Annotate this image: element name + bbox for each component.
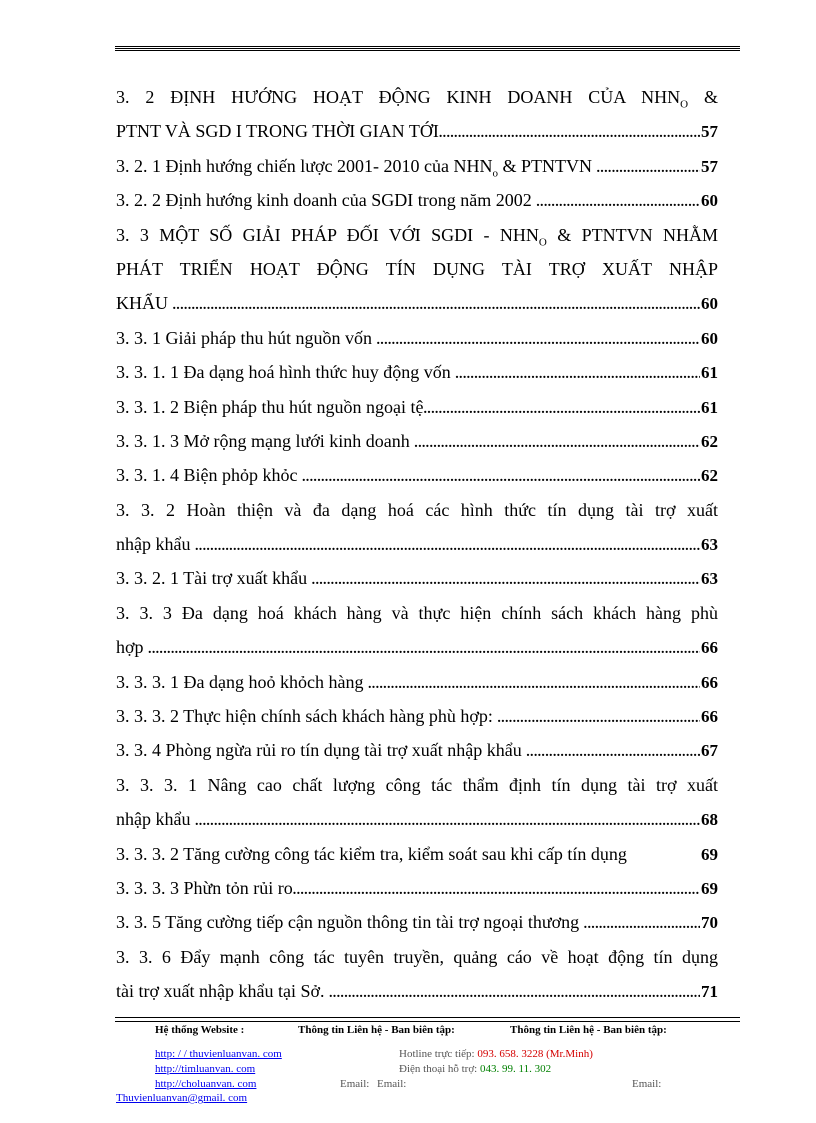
- toc-entry-line: 3. 3. 6 Đẩy mạnh công tác tuyên truyền, quảng cáo về hoạt động tín dụng: [116, 946, 718, 967]
- footer-contact-title-2: Thông tin Liên hệ - Ban biên tập:: [510, 1024, 667, 1036]
- top-rule: [115, 46, 740, 51]
- toc-entry[interactable]: nhập khẩu ..... 68: [116, 802, 718, 836]
- hotline: Hotline trực tiếp: 093. 658. 3228 (Mr.Minh): [399, 1048, 593, 1060]
- page-number: 70: [701, 913, 718, 933]
- page-number: 68: [701, 810, 718, 830]
- toc-entry[interactable]: 3. 3. 3. 1 Đa dạng hoỏ khỏch hàng ..... 66: [116, 665, 718, 699]
- toc-entry[interactable]: nhập khẩu ..... 63: [116, 527, 718, 561]
- toc-entry-line: 3. 3. 3. 1 Nâng cao chất lượng công tác thẩm định tín dụng tài trợ xuất: [116, 774, 718, 795]
- website-link-thuvienluanvan[interactable]: http: / / thuvienluanvan. com: [155, 1048, 282, 1060]
- toc-entry[interactable]: 3. 3. 3. 2 Thực hiện chính sách khách hàng phù hợp: ..... 66: [116, 699, 718, 733]
- support-phone: Điện thoại hỗ trợ: 043. 99. 11. 302: [399, 1063, 552, 1075]
- page-number: 61: [701, 397, 718, 417]
- toc-entry[interactable]: hợp ..... 66: [116, 630, 718, 664]
- toc-entry[interactable]: 3. 3. 1. 2 Biện pháp thu hút nguồn ngoại tệ ..... 61: [116, 390, 718, 424]
- toc-entry[interactable]: 3. 2. 1 Định hướng chiến lược 2001- 2010 của $NHN_o$ & PTNTVN ..... 57: [116, 149, 718, 183]
- website-link-choluanvan[interactable]: http://choluanvan. com: [155, 1078, 257, 1090]
- page-number: 60: [701, 191, 718, 211]
- toc-entry[interactable]: 3. 3. 1 Giải pháp thu hút nguồn vốn ..... 60: [116, 321, 718, 355]
- toc-entry[interactable]: KHẨU ..... 60: [116, 286, 718, 320]
- toc-entry[interactable]: tài trợ xuất nhập khẩu tại Sở. ..... 71: [116, 974, 718, 1008]
- page-number: 57: [701, 122, 718, 142]
- page-number: 62: [701, 431, 718, 451]
- email-link[interactable]: Thuvienluanvan@gmail. com: [116, 1092, 248, 1104]
- toc-entry[interactable]: 3. 3. 2. 1 Tài trợ xuất khẩu ..... 63: [116, 561, 718, 595]
- toc-entry[interactable]: PTNT VÀ SGD I TRONG THỜI GIAN TỚI ..... 57: [116, 114, 718, 148]
- footer-websites-title: Hệ thống Website :: [155, 1024, 245, 1036]
- toc-entry[interactable]: 3. 3. 1. 4 Biện phỏp khỏc ..... 62: [116, 458, 718, 492]
- toc-entry[interactable]: 3. 3. 1. 1 Đa dạng hoá hình thức huy động vốn ..... 61: [116, 355, 718, 389]
- email-label: Email:: [340, 1078, 370, 1090]
- bottom-rule: [115, 1017, 740, 1022]
- page-number: 61: [701, 363, 718, 383]
- page-number: 62: [701, 466, 718, 486]
- page-number: 69: [701, 844, 718, 864]
- page-number: 67: [701, 741, 718, 761]
- page-number: 66: [701, 707, 718, 727]
- email-label: Email:: [632, 1078, 662, 1090]
- page-number: 60: [701, 294, 718, 314]
- page-number: 66: [701, 672, 718, 692]
- website-link-timluanvan[interactable]: http://timluanvan. com: [155, 1063, 256, 1075]
- page-number: 60: [701, 328, 718, 348]
- toc-entry[interactable]: 3. 2. 2 Định hướng kinh doanh của SGDI trong năm 2002 ..... 60: [116, 183, 718, 217]
- footer-contact-title: Thông tin Liên hệ - Ban biên tập:: [298, 1024, 455, 1036]
- toc-entry[interactable]: 3. 3. 5 Tăng cường tiếp cận nguồn thông tin tài trợ ngoại thương ..... 70: [116, 905, 718, 939]
- toc-entry-line: 3. 3. 2 Hoàn thiện và đa dạng hoá các hình thức tín dụng tài trợ xuất: [116, 499, 718, 520]
- page-number: 63: [701, 569, 718, 589]
- email-label: Email:: [377, 1078, 407, 1090]
- page-number: 71: [701, 982, 718, 1002]
- page-number: 66: [701, 638, 718, 658]
- toc-entry-line: 3. 3. 3 Đa dạng hoá khách hàng và thực hiện chính sách khách hàng phù: [116, 602, 718, 623]
- toc-entry[interactable]: 3. 3. 3. 2 Tăng cường công tác kiểm tra, kiểm soát sau khi cấp tín dụng 69: [116, 837, 718, 871]
- page-number: 63: [701, 535, 718, 555]
- toc-entry-line: 3. 3 MỘT SỐ GIẢI PHÁP ĐỐI VỚI SGDI - $NHN_O$ & PTNTVN NHẰM: [116, 224, 718, 249]
- toc-entry-line: PHÁT TRIỂN HOẠT ĐỘNG TÍN DỤNG TÀI TRỢ XUẤT NHẬP: [116, 258, 718, 279]
- toc-entry[interactable]: 3. 3. 3. 3 Phừn tỏn rủi ro ..... 69: [116, 871, 718, 905]
- table-of-contents: [116, 80, 718, 1009]
- toc-entry-line: 3. 2 ĐỊNH HƯỚNG HOẠT ĐỘNG KINH DOANH CỦA $NHN_O$ &: [116, 87, 718, 111]
- page-number: 69: [701, 878, 718, 898]
- toc-entry[interactable]: 3. 3. 4 Phòng ngừa rủi ro tín dụng tài trợ xuất nhập khẩu ..... 67: [116, 733, 718, 767]
- page-number: 57: [701, 156, 718, 176]
- toc-entry[interactable]: 3. 3. 1. 3 Mở rộng mạng lưới kinh doanh ..... 62: [116, 424, 718, 458]
